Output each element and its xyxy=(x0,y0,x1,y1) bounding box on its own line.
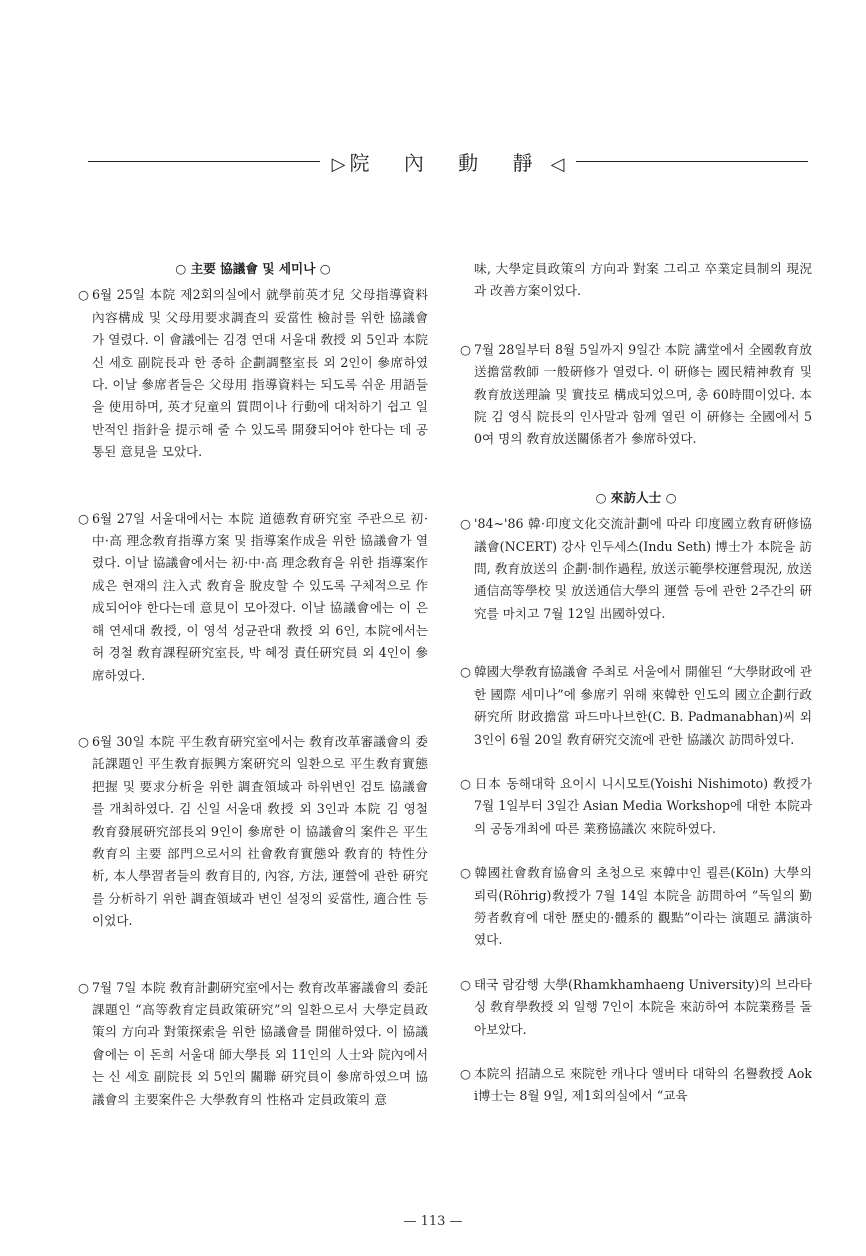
header-rule-right xyxy=(576,161,808,162)
bullet-icon: ○ xyxy=(460,341,471,357)
bullet-icon: ○ xyxy=(78,979,89,995)
news-item: ○ 7월 28일부터 8월 5일까지 9일간 本院 講堂에서 全國敎育放送擔當敎師 一般硏修가 열렸다. 이 硏修는 國民精神敎育 및 敎育放送理論 및 實技로 構成되었으며, 총 60時間이었다. 本院 김 영식 院長의 인사말과 함께 열린 이 硏修는 全國에서 50여 명의 敎育放送關係者가 參席하였다. xyxy=(460,339,812,451)
bullet-icon: ○ xyxy=(460,775,471,791)
page-number: — 113 — xyxy=(403,1214,463,1229)
bullet-icon: ○ xyxy=(460,976,471,992)
section-heading-text: 院 內 動 靜 xyxy=(349,150,547,175)
bullet-icon: ○ xyxy=(460,1065,471,1081)
news-item: ○ 本院의 招請으로 來院한 캐나다 앨버타 대학의 名譽敎授 Aoki博士는 8월 9일, 제1회의실에서 “교육 xyxy=(460,1063,812,1108)
bullet-icon: ○ xyxy=(460,664,471,680)
news-item: ○ 6월 27일 서울대에서는 本院 道德敎育硏究室 주관으로 初·中·高 理念敎育指導方案 및 指導案作成을 위한 協議會가 열렸다. 이날 協議會에서는 初·中·高 理念敎育을 위한 指導案作成은 현재의 注入式 敎育을 脫皮할 수 있도록 구체적으로 作成되어야 한다는데 意見이 모아졌다. 이날 協議會에는 이 은해 연세대 敎授, 이 영석 성균관대 敎授 외 6인, 本院에서는 허 경철 敎育課程硏究室長, 박 혜정 責任硏究員 외 4인이 參席하였다. xyxy=(78,508,428,687)
right-column xyxy=(460,258,812,1108)
header-rule-left xyxy=(88,161,320,162)
bullet-icon: ○ xyxy=(460,516,471,532)
news-item: ○ 태국 람캄행 大學(Rhamkhamhaeng University)의 브라타싱 敎育學敎授 외 일행 7인이 本院을 來訪하여 本院業務를 돌아보았다. xyxy=(460,974,812,1041)
section-heading xyxy=(320,147,577,176)
news-item: ○ 韓國大學敎育協議會 주최로 서울에서 開催된 “大學財政에 관한 國際 세미나”에 參席키 위해 來韓한 인도의 國立企劃行政硏究所 財政擔當 파드마나브한(C. B. Padmanabhan)씨 외 3인이 6월 20일 敎育硏究交流에 관한 協議次 訪問하였다. xyxy=(460,661,812,751)
bullet-icon: ○ xyxy=(78,510,89,526)
right-triangle-icon: ▷ xyxy=(331,153,346,175)
news-item: ○ '84~'86 韓·印度文化交流計劃에 따라 印度國立敎育硏修協議會(NCERT) 강사 인두세스(Indu Seth) 博士가 本院을 訪問, 敎育放送의 企劃·制作過程, 放送示範學校運營現況, 放送通信高等學校 및 放送通信大學의 運營 등에 관한 2주간의 硏究를 마치고 7월 12일 出國하였다. xyxy=(460,513,812,625)
bullet-icon: ○ xyxy=(78,733,89,749)
bullet-icon: ○ xyxy=(78,287,89,303)
left-triangle-icon: ◁ xyxy=(550,153,565,175)
news-item: ○ 7월 7일 本院 敎育計劃硏究室에서는 敎育改革審議會의 委託課題인 “高等敎育定員政策硏究”의 일환으로서 大學定員政策의 方向과 對策探索을 위한 協議會를 開催하였다. 이 協議會에는 이 돈희 서울대 師大學長 외 11인의 人士와 院內에서는 신 세호 副院長 외 5인의 關聯 硏究員이 參席하였으며 協議會의 主要案件은 大學敎育의 性格과 定員政策의 意 xyxy=(78,977,428,1111)
section-title-visitors: ○ 來訪人士 ○ xyxy=(595,489,677,505)
left-column xyxy=(78,258,428,1111)
bullet-icon: ○ xyxy=(460,865,471,881)
news-item: ○ 韓國社會敎育協會의 초청으로 來韓中인 쾰른(Köln) 大學의 뢰릭(Röhrig)敎授가 7월 14일 本院을 訪問하여 “독일의 勤勞者敎育에 대한 歷史的·體系的 觀點”이라는 演題로 講演하였다. xyxy=(460,862,812,952)
news-item-continuation: 味, 大學定員政策의 方向과 對案 그리고 卒業定員制의 現況과 改善方案이었다. xyxy=(474,261,812,299)
section-title-meetings: ○ 主要 協議會 및 세미나 ○ xyxy=(175,261,331,276)
page-header xyxy=(88,148,808,174)
news-item: ○ 日本 동해대학 요이시 니시모토(Yoishi Nishimoto) 敎授가 7월 1일부터 3일간 Asian Media Workshop에 대한 本院과의 공동개최에 따른 業務協議次 來院하였다. xyxy=(460,773,812,840)
news-item: ○ 6월 30일 本院 平生敎育硏究室에서는 敎育改革審議會의 委託課題인 平生敎育振興方案硏究의 일환으로 平生敎育實態把握 및 要求分析을 위한 調査領域과 하위변인 검토 協議會를 개최하였다. 김 신일 서울대 敎授 외 3인과 本院 김 영철 敎育發展硏究部長외 9인이 參席한 이 協議會의 案件은 平生敎育의 主要 部門으로서의 社會敎育實態와 敎育的 特性分析, 本人學習者들의 敎育目的, 內容, 方法, 運營에 관한 硏究를 分析하기 위한 調査領域과 변인 설정의 妥當性, 適合性 등이었다. xyxy=(78,731,428,933)
news-item: ○ 6월 25일 本院 제2회의실에서 就學前英才兒 父母指導資料內容構成 및 父母用要求調査의 妥當性 檢討를 위한 協議會가 열렸다. 이 會議에는 김경 연대 서울대 敎授 외 5인과 本院 신 세호 副院長과 한 종하 企劃調整室長 외 2인이 參席하였다. 이날 參席者들은 父母用 指導資料는 되도록 쉬운 用語들을 使用하며, 英才兒童의 質問이나 行動에 대처하기 쉽고 일반적인 指針을 提示해 줄 수 있도록 開發되어야 한다는 데 공통된 意見을 모았다. xyxy=(78,284,428,463)
